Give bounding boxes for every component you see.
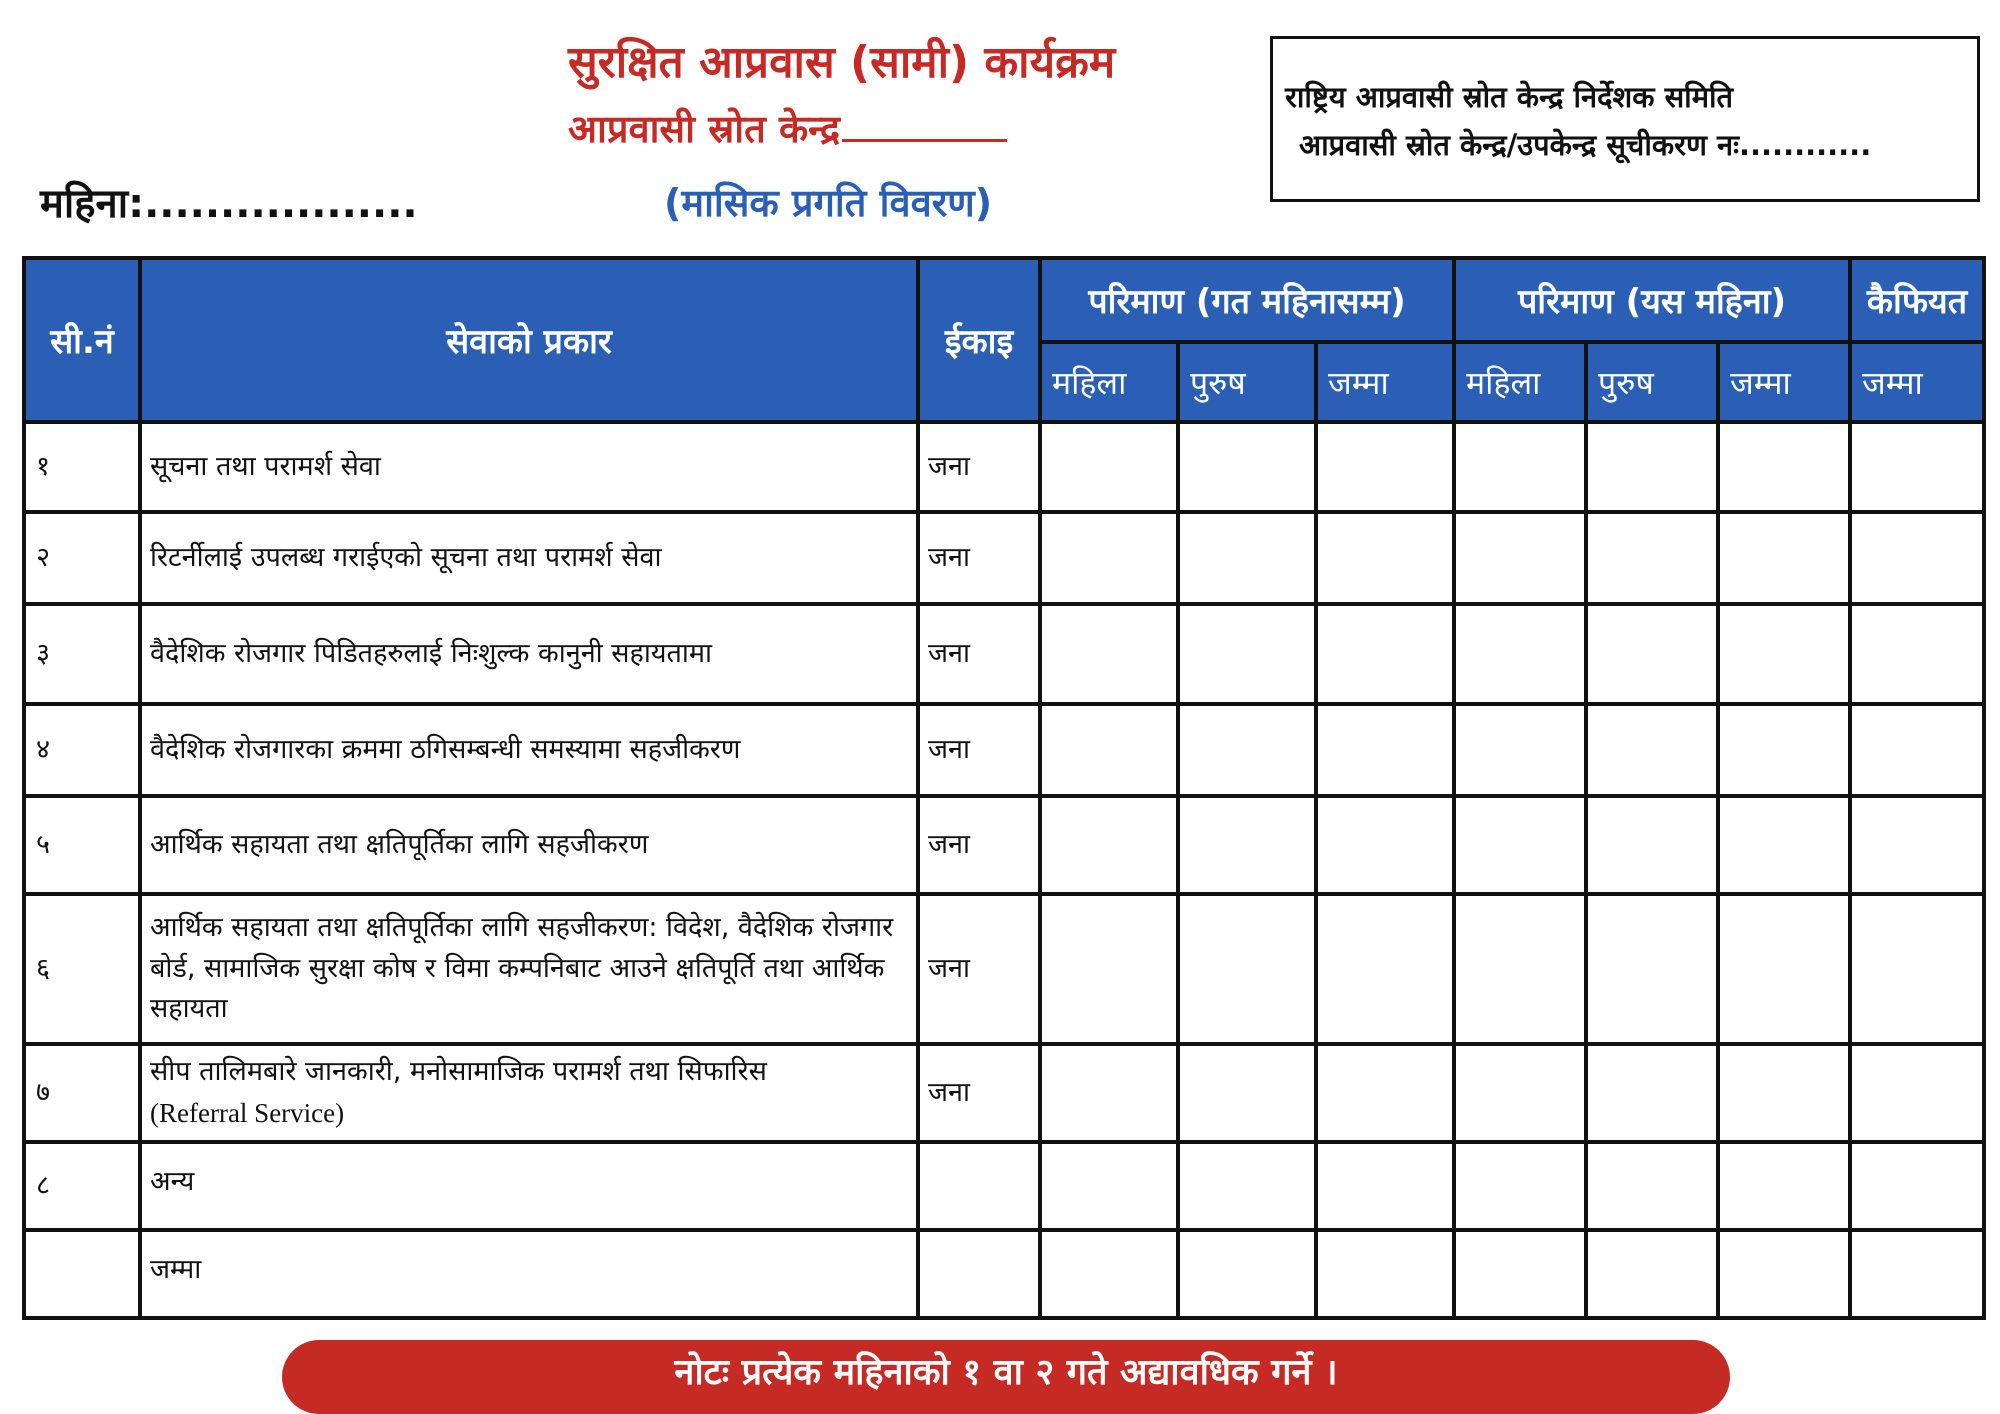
subheader-remarks-total: जम्मा xyxy=(1850,342,1984,422)
row-unit: जना xyxy=(918,422,1040,512)
header-serial: सी.नं xyxy=(24,258,140,422)
cell-prev-male[interactable] xyxy=(1178,604,1316,704)
cell-prev-total[interactable] xyxy=(1316,422,1454,512)
header-unit: ईकाइ xyxy=(918,258,1040,422)
registration-committee: राष्ट्रिय आप्रवासी स्रोत केन्द्र निर्देशक समिति xyxy=(1285,80,1734,114)
table-row xyxy=(24,1230,1984,1318)
registration-box xyxy=(1270,36,1980,202)
cell-prev-female[interactable] xyxy=(1040,1142,1178,1230)
table-row xyxy=(24,894,1984,1044)
subheader-prev-total: जम्मा xyxy=(1316,342,1454,422)
row-service xyxy=(140,604,918,704)
table-row xyxy=(24,704,1984,796)
row-serial: २ xyxy=(24,512,140,604)
subheader-prev-male: पुरुष xyxy=(1178,342,1316,422)
table-row xyxy=(24,604,1984,704)
row-service-text: सूचना तथा परामर्श सेवा xyxy=(150,450,381,482)
row-service-text: वैदेशिक रोजगारका क्रममा ठगिसम्बन्धी समस्यामा सहजीकरण xyxy=(150,733,741,765)
cell-curr-total[interactable] xyxy=(1718,512,1850,604)
cell-curr-total[interactable] xyxy=(1718,1044,1850,1142)
table-row xyxy=(24,422,1984,512)
cell-remarks[interactable] xyxy=(1850,894,1984,1044)
cell-prev-total[interactable] xyxy=(1316,1044,1454,1142)
row-service xyxy=(140,1230,918,1318)
cell-curr-male[interactable] xyxy=(1586,604,1718,704)
cell-curr-female[interactable] xyxy=(1454,1142,1586,1230)
row-serial: ७ xyxy=(24,1044,140,1142)
row-unit: जना xyxy=(918,1044,1040,1142)
program-title: सुरक्षित आप्रवास (सामी) कार्यक्रम xyxy=(568,37,1116,88)
subheader-curr-male: पुरुष xyxy=(1586,342,1718,422)
cell-remarks[interactable] xyxy=(1850,1044,1984,1142)
row-serial xyxy=(24,1230,140,1318)
cell-prev-male[interactable] xyxy=(1178,796,1316,894)
cell-curr-female[interactable] xyxy=(1454,1230,1586,1318)
center-title xyxy=(568,102,1007,154)
row-serial: ५ xyxy=(24,796,140,894)
cell-curr-total[interactable] xyxy=(1718,796,1850,894)
cell-curr-female[interactable] xyxy=(1454,1044,1586,1142)
cell-remarks[interactable] xyxy=(1850,512,1984,604)
registration-number: आप्रवासी स्रोत केन्द्र/उपकेन्द्र सूचीकरण नः............ xyxy=(1299,128,1872,162)
table-row xyxy=(24,796,1984,894)
cell-prev-total[interactable] xyxy=(1316,1230,1454,1318)
row-service xyxy=(140,1142,918,1230)
row-service xyxy=(140,1044,918,1142)
cell-curr-female[interactable] xyxy=(1454,604,1586,704)
cell-prev-total[interactable] xyxy=(1316,512,1454,604)
table-row xyxy=(24,1142,1984,1230)
subheader-prev-female: महिला xyxy=(1040,342,1178,422)
header-remarks: कैफियत xyxy=(1850,258,1984,342)
row-service-text: वैदेशिक रोजगार पिडितहरुलाई निःशुल्क कानुनी सहायतामा xyxy=(150,637,713,669)
cell-prev-total[interactable] xyxy=(1316,796,1454,894)
cell-prev-male[interactable] xyxy=(1178,512,1316,604)
table-row xyxy=(24,1044,1984,1142)
row-service-referral: (Referral Service) xyxy=(150,1097,345,1128)
cell-prev-male[interactable] xyxy=(1178,1044,1316,1142)
table-row xyxy=(24,512,1984,604)
cell-prev-female[interactable] xyxy=(1040,512,1178,604)
header-qty-current: परिमाण (यस महिना) xyxy=(1454,258,1850,342)
cell-remarks[interactable] xyxy=(1850,604,1984,704)
row-service-text: सीप तालिमबारे जानकारी, मनोसामाजिक परामर्श तथा सिफारिस xyxy=(150,1056,767,1087)
center-name-blank xyxy=(842,103,1007,142)
cell-prev-male[interactable] xyxy=(1178,1230,1316,1318)
cell-curr-total[interactable] xyxy=(1718,704,1850,796)
cell-prev-female[interactable] xyxy=(1040,1044,1178,1142)
row-serial: ३ xyxy=(24,604,140,704)
cell-curr-total[interactable] xyxy=(1718,422,1850,512)
cell-prev-total[interactable] xyxy=(1316,604,1454,704)
cell-curr-female[interactable] xyxy=(1454,894,1586,1044)
cell-curr-female[interactable] xyxy=(1454,796,1586,894)
row-service xyxy=(140,422,918,512)
row-unit: जना xyxy=(918,796,1040,894)
row-serial: ४ xyxy=(24,704,140,796)
subheader-curr-female: महिला xyxy=(1454,342,1586,422)
cell-remarks[interactable] xyxy=(1850,1142,1984,1230)
cell-prev-total[interactable] xyxy=(1316,894,1454,1044)
cell-remarks[interactable] xyxy=(1850,1230,1984,1318)
row-unit: जना xyxy=(918,512,1040,604)
cell-prev-female[interactable] xyxy=(1040,422,1178,512)
subheader-curr-total: जम्मा xyxy=(1718,342,1850,422)
cell-curr-female[interactable] xyxy=(1454,512,1586,604)
month-label: महिना:.................. xyxy=(40,181,418,227)
row-service xyxy=(140,796,918,894)
cell-prev-male[interactable] xyxy=(1178,894,1316,1044)
row-unit: जना xyxy=(918,704,1040,796)
cell-prev-male[interactable] xyxy=(1178,1142,1316,1230)
row-service xyxy=(140,512,918,604)
row-serial: १ xyxy=(24,422,140,512)
row-service xyxy=(140,704,918,796)
cell-curr-total[interactable] xyxy=(1718,1142,1850,1230)
row-unit: जना xyxy=(918,894,1040,1044)
cell-remarks[interactable] xyxy=(1850,796,1984,894)
cell-curr-male[interactable] xyxy=(1586,1044,1718,1142)
cell-curr-total[interactable] xyxy=(1718,604,1850,704)
row-service-text: अन्य xyxy=(150,1166,195,1197)
cell-curr-female[interactable] xyxy=(1454,704,1586,796)
row-service-text: आर्थिक सहायता तथा क्षतिपूर्तिका लागि सहजीकरण xyxy=(150,828,649,860)
center-title-text: आप्रवासी स्रोत केन्द्र xyxy=(568,107,841,151)
row-unit: जना xyxy=(918,604,1040,704)
cell-prev-female[interactable] xyxy=(1040,1230,1178,1318)
cell-curr-total[interactable] xyxy=(1718,1230,1850,1318)
cell-curr-male[interactable] xyxy=(1586,1142,1718,1230)
row-service xyxy=(140,894,918,1044)
cell-curr-male[interactable] xyxy=(1586,894,1718,1044)
cell-prev-male[interactable] xyxy=(1178,422,1316,512)
cell-prev-male[interactable] xyxy=(1178,704,1316,796)
report-title: (मासिक प्रगति विवरण) xyxy=(664,181,993,225)
cell-prev-total[interactable] xyxy=(1316,1142,1454,1230)
row-unit xyxy=(918,1230,1040,1318)
row-service-text: आर्थिक सहायता तथा क्षतिपूर्तिका लागि सहजीकरण: विदेश, वैदेशिक रोजगार बोर्ड, सामाजिक सुरक्षा कोष र विमा कम्पनिबाट आउने क्षतिपूर्ति तथा आर्थिक सहायता xyxy=(150,912,894,1025)
row-unit xyxy=(918,1142,1040,1230)
cell-prev-total[interactable] xyxy=(1316,704,1454,796)
cell-curr-male[interactable] xyxy=(1586,704,1718,796)
update-note: नोटः प्रत्येक महिनाको १ वा २ गते अद्यावधिक गर्ने । xyxy=(282,1340,1730,1414)
cell-remarks[interactable] xyxy=(1850,704,1984,796)
row-serial: ६ xyxy=(24,894,140,1044)
cell-curr-female[interactable] xyxy=(1454,422,1586,512)
header-qty-previous: परिमाण (गत महिनासम्म) xyxy=(1040,258,1454,342)
cell-prev-female[interactable] xyxy=(1040,796,1178,894)
row-service-total-text: जम्मा xyxy=(150,1254,202,1285)
cell-prev-female[interactable] xyxy=(1040,704,1178,796)
cell-curr-male[interactable] xyxy=(1586,1230,1718,1318)
progress-table xyxy=(22,256,1986,1320)
cell-curr-male[interactable] xyxy=(1586,422,1718,512)
row-service-text: रिटर्नीलाई उपलब्ध गराईएको सूचना तथा परामर्श सेवा xyxy=(150,541,662,573)
cell-curr-total[interactable] xyxy=(1718,894,1850,1044)
row-serial: ८ xyxy=(24,1142,140,1230)
cell-prev-female[interactable] xyxy=(1040,604,1178,704)
cell-prev-female[interactable] xyxy=(1040,894,1178,1044)
cell-curr-male[interactable] xyxy=(1586,796,1718,894)
header-service-type: सेवाको प्रकार xyxy=(140,258,918,422)
cell-curr-male[interactable] xyxy=(1586,512,1718,604)
cell-remarks[interactable] xyxy=(1850,422,1984,512)
